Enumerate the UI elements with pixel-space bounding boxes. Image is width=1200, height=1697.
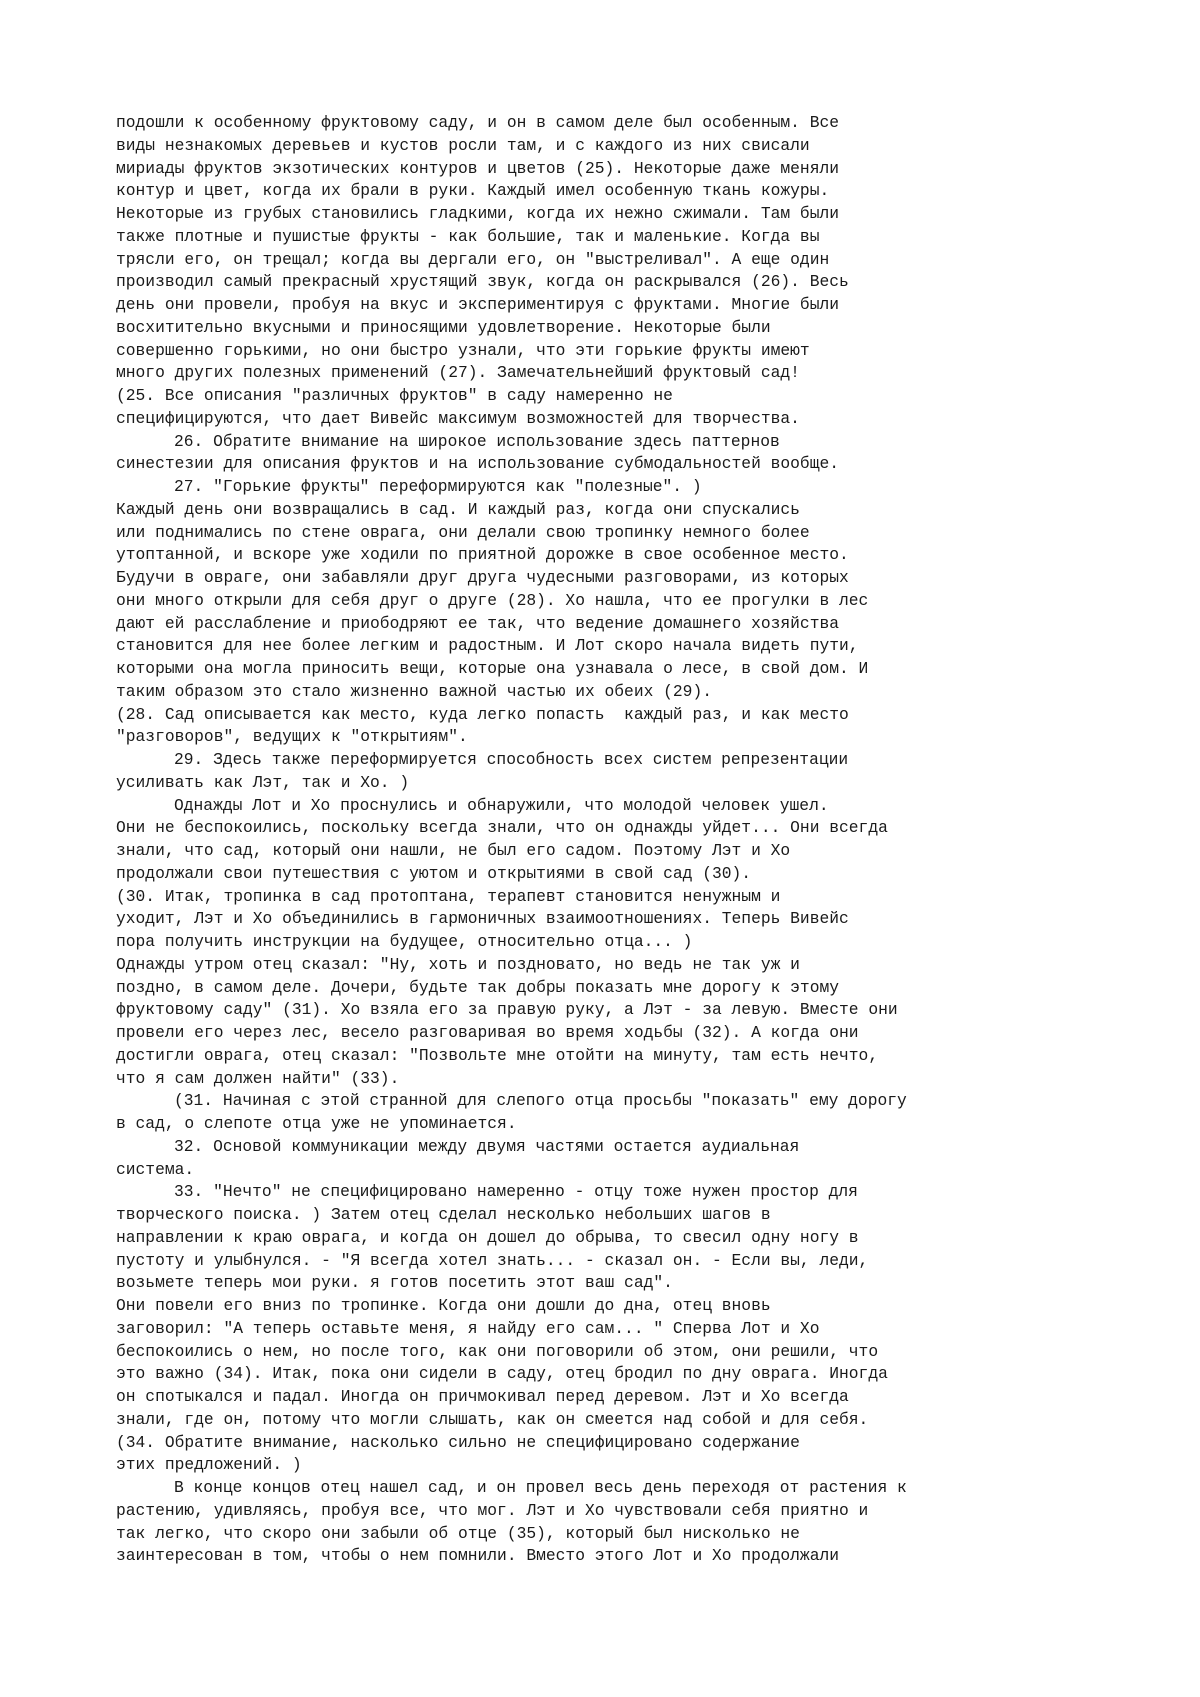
- text-line: совершенно горькими, но они быстро узнали, что эти горькие фрукты имеют: [116, 340, 810, 360]
- text-line: что я сам должен найти" (33).: [116, 1068, 400, 1088]
- text-line: знали, что сад, который они нашли, не был его садом. Поэтому Лэт и Хо: [116, 841, 791, 860]
- text-line: "разговоров", ведущих к "открытиям".: [116, 727, 468, 747]
- text-line: направлении к краю оврага, и когда он дошел до обрыва, то свесил одну ногу в: [116, 1227, 859, 1247]
- text-line: синестезии для описания фруктов и на использование субмодальностей вообще.: [116, 454, 840, 474]
- text-line: (34. Обратите внимание, насколько сильно не специфицировано содержание: [116, 1432, 800, 1452]
- text-line: система.: [116, 1159, 195, 1179]
- text-line: возьмете теперь мои руки. я готов посетить этот ваш сад".: [116, 1273, 673, 1293]
- text-line: Однажды Лот и Хо проснулись и обнаружили, что молодой человек ушел.: [174, 795, 829, 815]
- text-line: беспокоились о нем, но после того, как они поговорили об этом, они решили, что: [116, 1341, 879, 1361]
- text-line: фруктовому саду" (31). Хо взяла его за правую руку, а Лэт - за левую. Вместе они: [116, 1000, 898, 1020]
- text-line: В конце концов отец нашел сад, и он провел весь день переходя от растения к: [174, 1478, 907, 1497]
- text-line: утоптанной, и вскоре уже ходили по приятной дорожке в свое особенное место.: [116, 545, 849, 565]
- text-line: (25. Все описания "различных фруктов" в саду намеренно не: [116, 386, 673, 405]
- text-line: 27. "Горькие фрукты" переформируются как "полезные". ): [174, 477, 702, 496]
- text-line: которыми она могла приносить вещи, которые она узнавала о лесе, в свой дом. И: [116, 659, 869, 678]
- text-line: специфицируются, что дает Вивейс максимум возможностей для творчества.: [116, 408, 800, 428]
- text-line: трясли его, он трещал; когда вы дергали его, он "выстреливал". А еще один: [116, 249, 830, 269]
- text-line: день они провели, пробуя на вкус и экспериментируя с фруктами. Многие были: [116, 295, 840, 314]
- text-line: производил самый прекрасный хрустящий звук, когда он раскрывался (26). Весь: [116, 272, 849, 292]
- text-line: творческого поиска. ) Затем отец сделал несколько небольших шагов в: [116, 1205, 771, 1224]
- text-line: Однажды утром отец сказал: "Ну, хоть и поздновато, но ведь не так уж и: [116, 954, 800, 974]
- text-line: много других полезных применений (27). Замечательнейший фруктовый сад!: [116, 363, 800, 383]
- text-line: пора получить инструкции на будущее, относительно отца... ): [116, 932, 693, 951]
- text-line: 26. Обратите внимание на широкое использование здесь паттернов: [174, 431, 780, 451]
- text-line: это важно (34). Итак, пока они сидели в саду, отец бродил по дну оврага. Иногда: [116, 1364, 888, 1384]
- text-line: 29. Здесь также переформируется способность всех систем репрезентации: [174, 750, 849, 769]
- text-line: уходит, Лэт и Хо объединились в гармоничных взаимоотношениях. Теперь Вивейс: [116, 909, 849, 929]
- text-line: Каждый день они возвращались в сад. И каждый раз, когда они спускались: [116, 499, 800, 519]
- text-line: дают ей расслабление и приободряют ее так, что ведение домашнего хозяйства: [116, 613, 840, 633]
- text-line: 32. Основой коммуникации между двумя частями остается аудиальная: [174, 1136, 800, 1156]
- text-line: поздно, в самом деле. Дочери, будьте так добры показать мне дорогу к этому: [116, 977, 840, 997]
- text-line: виды незнакомых деревьев и кустов росли там, и с каждого из них свисали: [116, 135, 810, 155]
- text-line: так легко, что скоро они забыли об отце (35), который был нисколько не: [116, 1523, 800, 1543]
- text-line: Будучи в овраге, они забавляли друг друга чудесными разговорами, из которых: [116, 568, 849, 587]
- text-line: (30. Итак, тропинка в сад протоптана, терапевт становится ненужным и: [116, 886, 781, 906]
- text-line: мириады фруктов экзотических контуров и цветов (25). Некоторые даже меняли: [116, 158, 840, 178]
- text-line: заинтересован в том, чтобы о нем помнили. Вместо этого Лот и Хо продолжали: [116, 1546, 840, 1566]
- text-line: знали, где он, потому что могли слышать, как он смеется над собой и для себя.: [116, 1409, 869, 1429]
- text-line: (31. Начиная с этой странной для слепого отца просьбы "показать" ему дорогу: [174, 1091, 907, 1111]
- text-line: таким образом это стало жизненно важной частью их обеих (29).: [116, 681, 712, 701]
- text-line: заговорил: "А теперь оставьте меня, я найду его сам... " Сперва Лот и Хо: [116, 1318, 820, 1338]
- text-line: или поднимались по стене оврага, они делали свою тропинку немного более: [116, 522, 810, 542]
- text-line: восхитительно вкусными и приносящими удовлетворение. Некоторые были: [116, 317, 771, 337]
- text-line: пустоту и улыбнулся. - "Я всегда хотел знать... - сказал он. - Если вы, леди,: [116, 1250, 869, 1270]
- text-line: контур и цвет, когда их брали в руки. Каждый имел особенную ткань кожуры.: [116, 181, 830, 201]
- text-line: подошли к особенному фруктовому саду, и он в самом деле был особенным. Все: [116, 113, 840, 132]
- text-line: 33. "Нечто" не специфицировано намеренно - отцу тоже нужен простор для: [174, 1182, 858, 1202]
- text-line: Они не беспокоились, поскольку всегда знали, что он однажды уйдет... Они всегда: [116, 818, 888, 838]
- text-line: Они повели его вниз по тропинке. Когда они дошли до дна, отец вновь: [116, 1296, 771, 1315]
- text-line: усиливать как Лэт, так и Хо. ): [116, 772, 410, 792]
- text-line: этих предложений. ): [116, 1455, 302, 1475]
- text-line: провели его через лес, весело разговаривая во время ходьбы (32). А когда они: [116, 1023, 859, 1042]
- text-line: (28. Сад описывается как место, куда легко попасть каждый раз, и как место: [116, 704, 849, 724]
- text-line: он спотыкался и падал. Иногда он причмокивал перед деревом. Лэт и Хо всегда: [116, 1387, 849, 1406]
- text-line: достигли оврага, отец сказал: "Позвольте мне отойти на минуту, там есть нечто,: [116, 1045, 879, 1065]
- text-line: продолжали свои путешествия с уютом и открытиями в свой сад (30).: [116, 863, 752, 883]
- text-line: растению, удивляясь, пробуя все, что мог. Лэт и Хо чувствовали себя приятно и: [116, 1500, 869, 1520]
- text-line: в сад, о слепоте отца уже не упоминается.: [116, 1114, 517, 1133]
- text-line: также плотные и пушистые фрукты - как большие, так и маленькие. Когда вы: [116, 226, 820, 246]
- text-line: становится для нее более легким и радостным. И Лот скоро начала видеть пути,: [116, 636, 859, 656]
- document-body: [116, 112, 1116, 1568]
- text-line: Некоторые из грубых становились гладкими, когда их нежно сжимали. Там были: [116, 204, 840, 223]
- text-line: они много открыли для себя друг о друге (28). Хо нашла, что ее прогулки в лес: [116, 590, 869, 610]
